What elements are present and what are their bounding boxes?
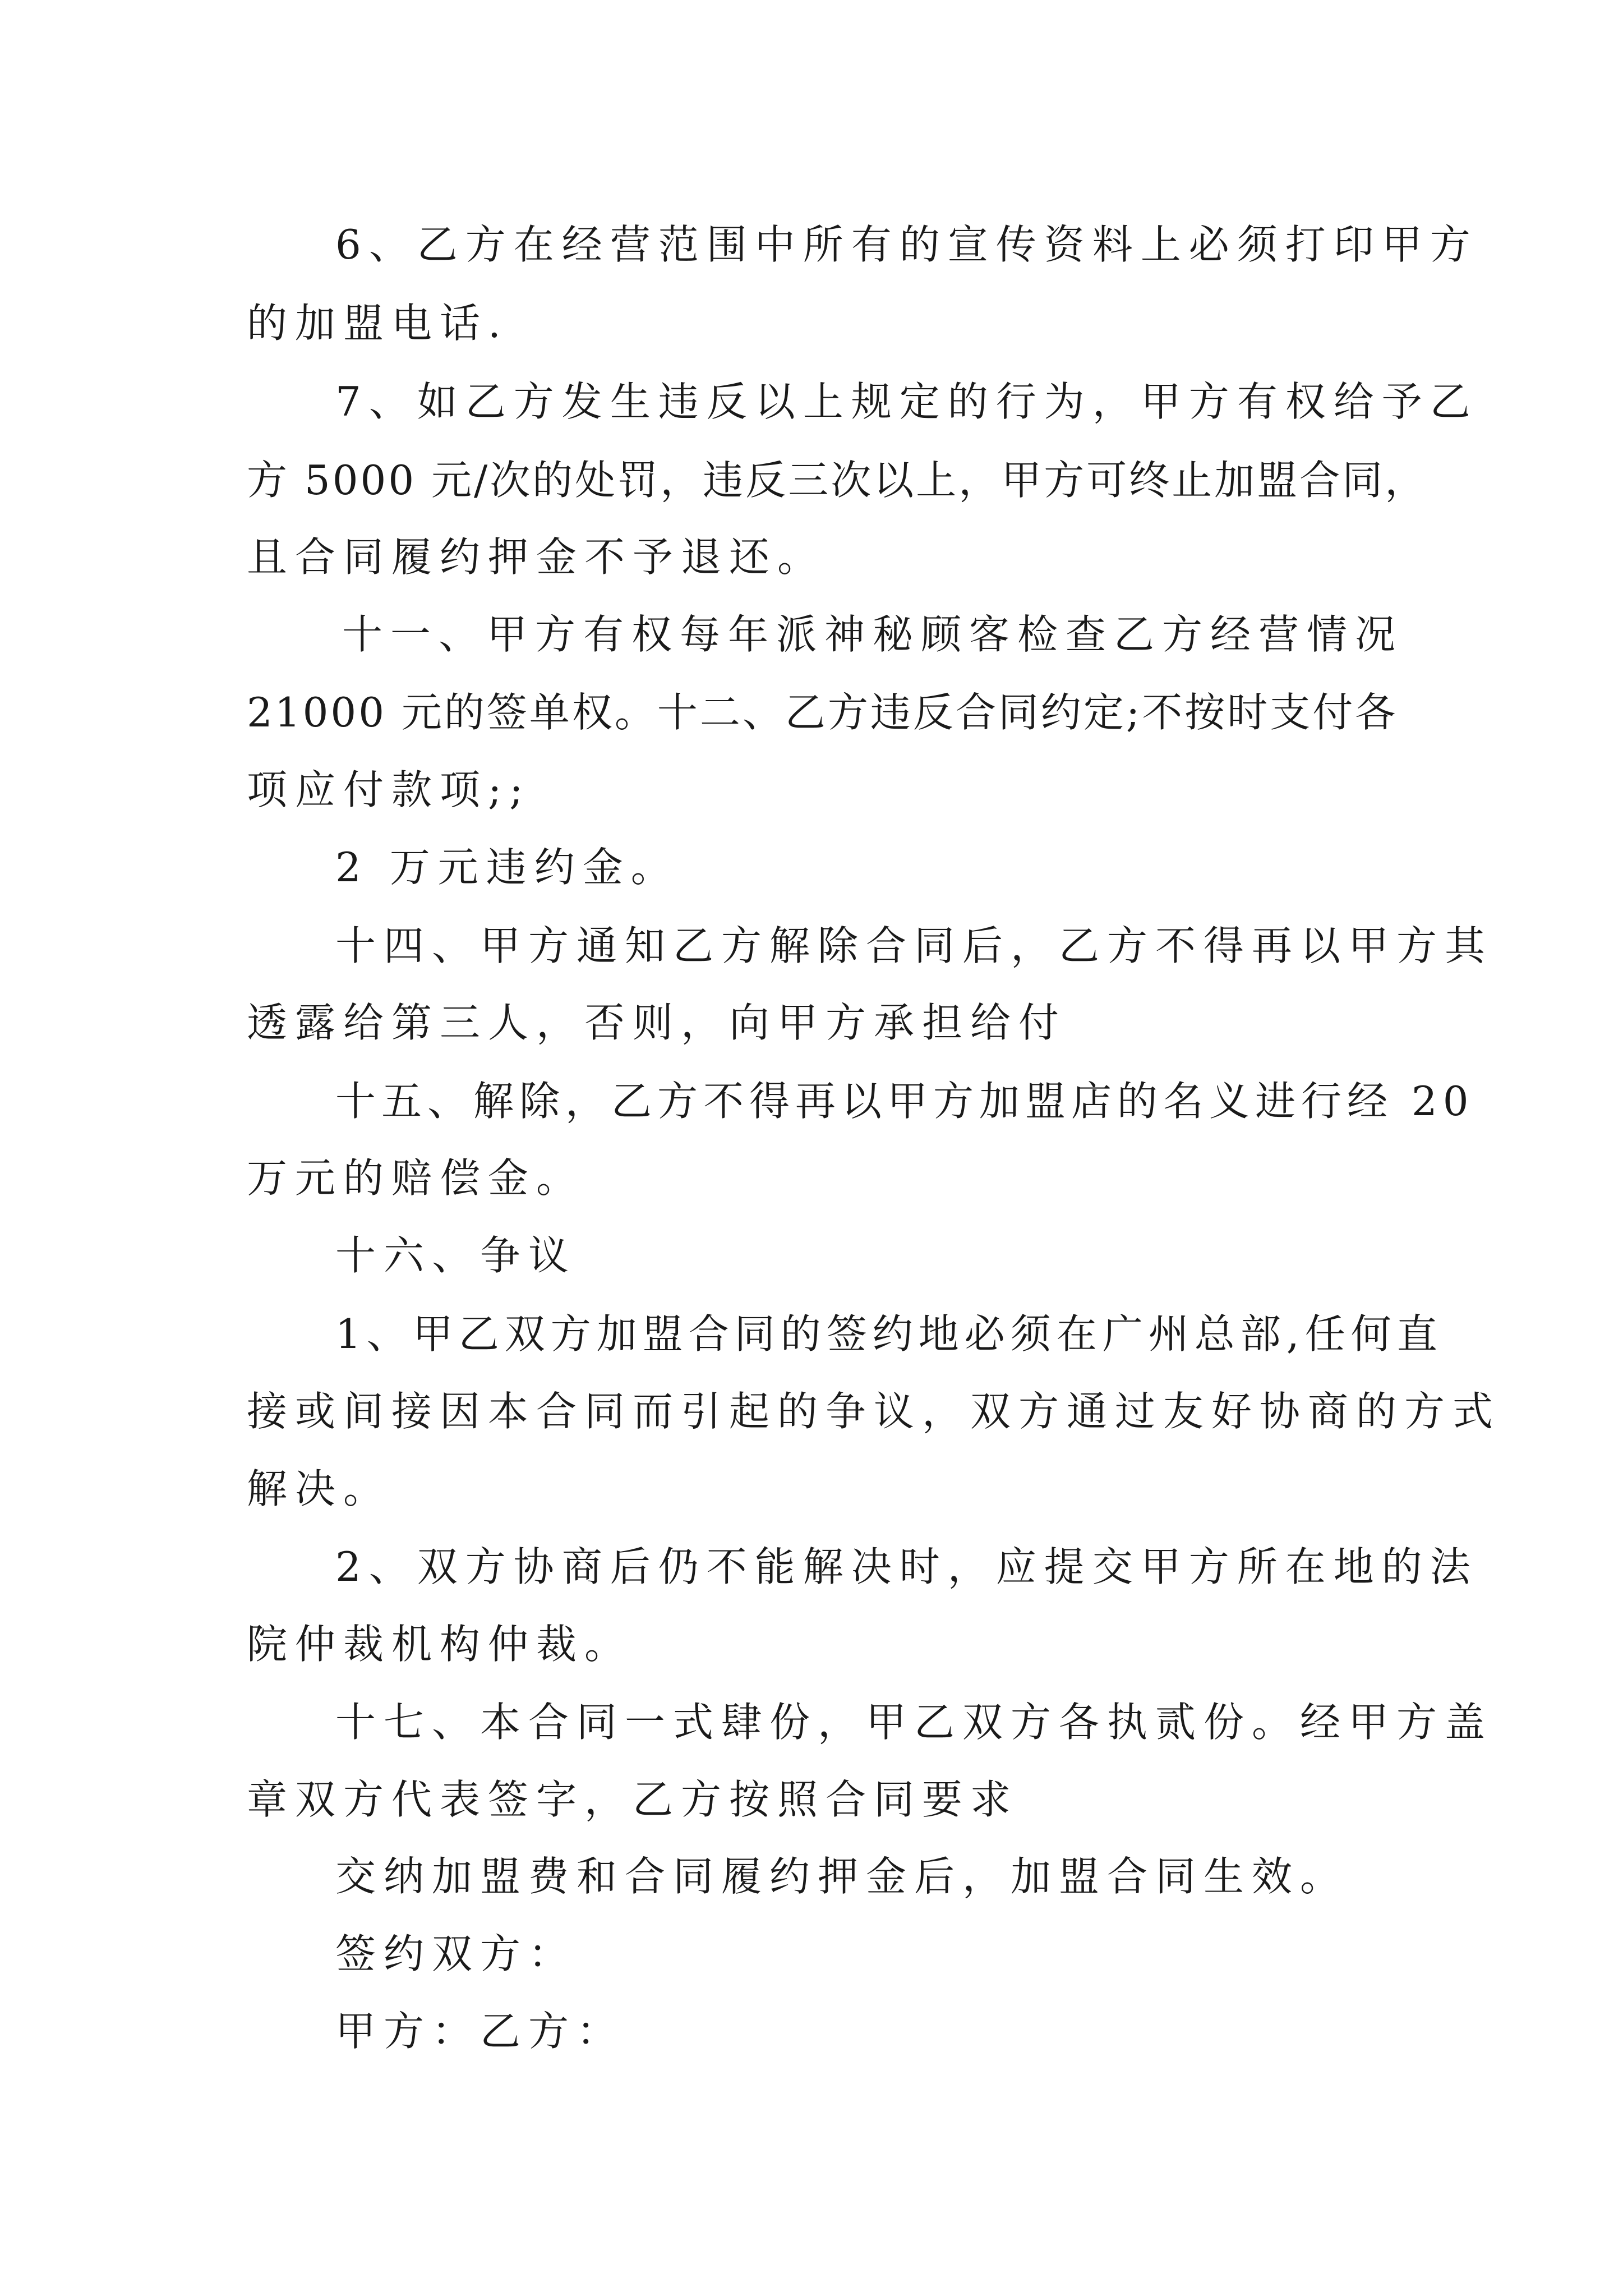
text-line: 方 5000 元/次的处罚，违反三次以上，甲方可终止加盟合同，	[247, 457, 1428, 504]
text-line: 交纳加盟费和合同履约押金后，加盟合同生效。	[335, 1853, 1349, 1900]
text-line: 章双方代表签字，乙方按照合同要求	[247, 1776, 1019, 1823]
text-line: 1、甲乙双方加盟合同的签约地必须在广州总部,任何直	[335, 1310, 1443, 1358]
text-line: 签约双方：	[335, 1930, 577, 1977]
text-line: 万元的赔偿金。	[247, 1154, 585, 1202]
text-line: 21000 元的签单权。十二、乙方违反合同约定;不按时支付各	[247, 689, 1398, 736]
text-line: 十七、本合同一式肆份，甲乙双方各执贰份。经甲方盖	[335, 1699, 1493, 1746]
text-line: 院仲裁机构仲裁。	[247, 1621, 633, 1668]
text-line: 甲方：乙方：	[335, 2008, 625, 2055]
text-line: 十五、解除，乙方不得再以甲方加盟店的名义进行经 20	[335, 1078, 1474, 1125]
text-line: 十一、甲方有权每年派神秘顾客检查乙方经营情况	[342, 611, 1404, 658]
text-line: 7、如乙方发生违反以上规定的行为，甲方有权给予乙	[335, 378, 1478, 425]
text-line: 6、乙方在经营范围中所有的宣传资料上必须打印甲方	[335, 221, 1478, 268]
text-line: 十四、甲方通知乙方解除合同后，乙方不得再以甲方其	[335, 922, 1493, 969]
text-line: 透露给第三人，否则，向甲方承担给付	[247, 999, 1067, 1046]
text-line: 项应付款项;;	[247, 766, 531, 813]
text-line: 的加盟电话.	[247, 300, 509, 347]
text-line: 解决。	[247, 1465, 392, 1512]
text-line: 2 万元违约金。	[335, 844, 679, 891]
text-line: 且合同履约押金不予退还。	[247, 533, 826, 581]
text-line: 接或间接因本合同而引起的争议，双方通过友好协商的方式	[247, 1388, 1501, 1435]
text-line: 十六、争议	[335, 1232, 577, 1279]
text-line: 2、双方协商后仍不能解决时，应提交甲方所在地的法	[335, 1543, 1478, 1590]
